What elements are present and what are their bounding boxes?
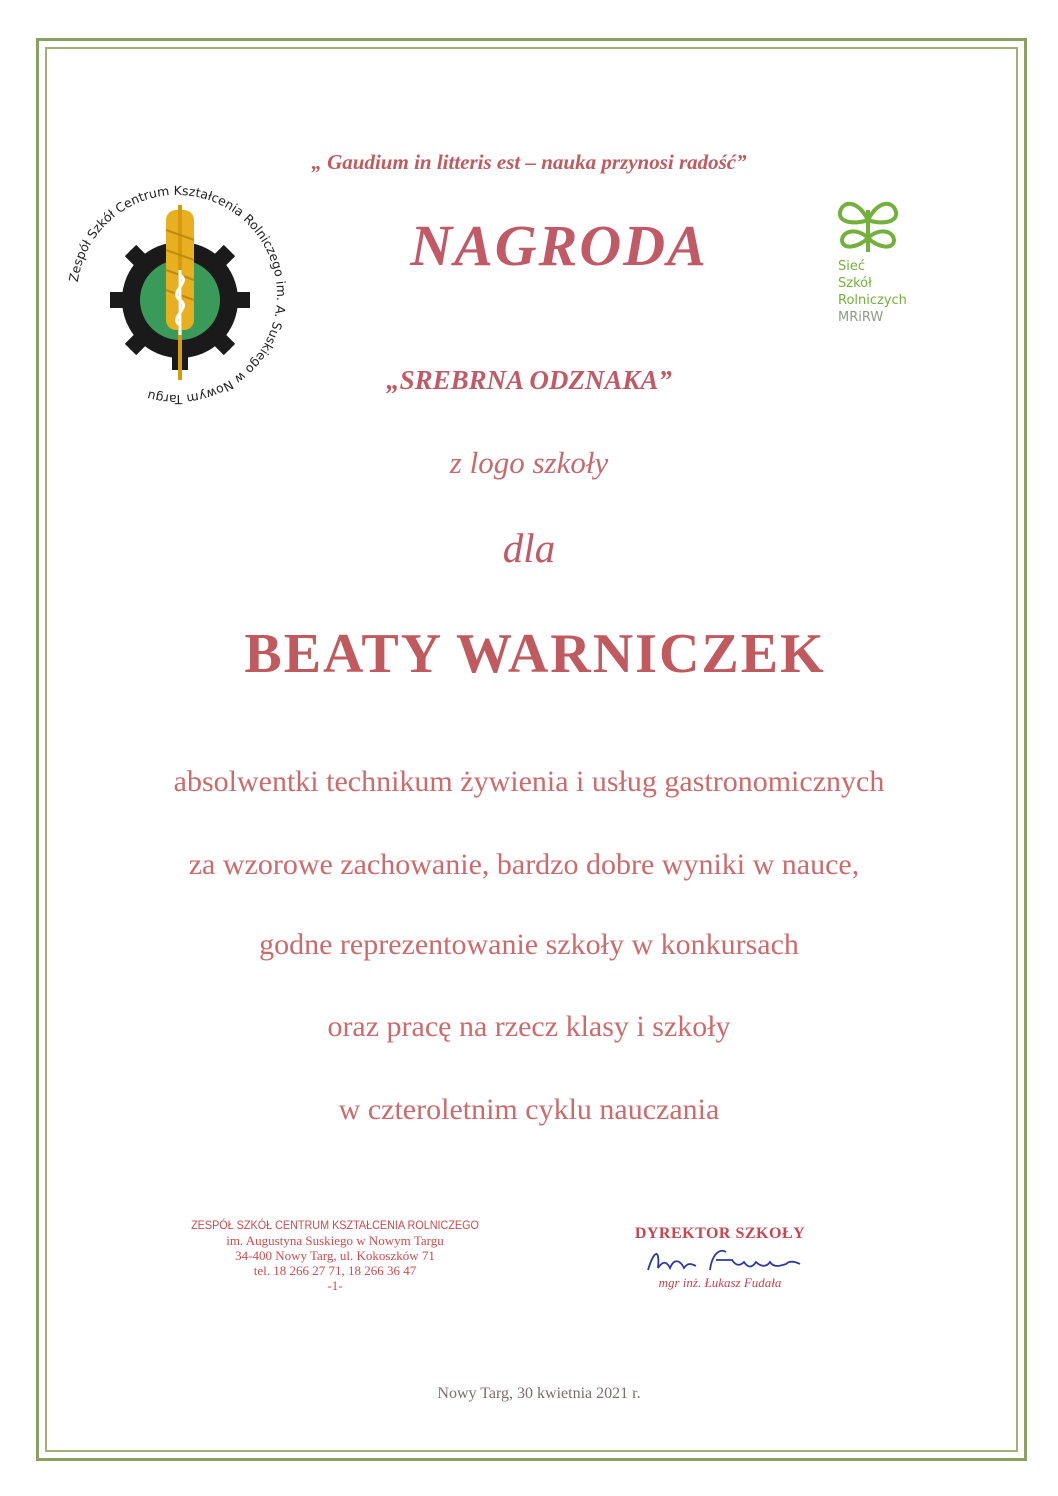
signature-icon <box>640 1240 820 1280</box>
body-line-1: absolwentki technikum żywienia i usług gastronomicznych <box>173 765 885 798</box>
network-line-4: MRiRW <box>838 310 884 325</box>
school-stamp <box>175 1218 495 1293</box>
badge-subtitle: z logo szkoły <box>449 445 609 480</box>
body-line-5: w czteroletnim cyklu nauczania <box>338 1093 720 1126</box>
recipient-name: BEATY WARNICZEK <box>244 623 826 685</box>
network-line-2: Szkół <box>838 276 872 291</box>
motto: „ Gaudium in litteris est – nauka przynosi radość” <box>311 150 747 174</box>
stamp-line-2: im. Augustyna Suskiego w Nowym Targu <box>226 1233 444 1248</box>
network-line-3: Rolniczych <box>838 293 907 308</box>
issue-date: Nowy Targ, 30 kwietnia 2021 r. <box>437 1385 641 1402</box>
body-line-2: za wzorowe zachowanie, bardzo dobre wyniki w nauce, <box>188 848 860 881</box>
stamp-line-4: tel. 18 266 27 71, 18 266 36 47 <box>253 1263 417 1278</box>
logo-ring-text: Zespół Szkół Centrum Kształcenia Rolniczego im. A. Suskiego w Nowym Targu <box>65 182 290 408</box>
body-line-3: godne reprezentowanie szkoły w konkursach <box>259 928 799 961</box>
director-title: DYREKTOR SZKOŁY <box>634 1225 806 1242</box>
award-title: NAGRODA <box>410 213 708 278</box>
stamp-line-3: 34-400 Nowy Targ, ul. Kokoszków 71 <box>235 1248 435 1263</box>
body-line-4: oraz pracę na rzecz klasy i szkoły <box>327 1010 731 1043</box>
director-name: mgr inż. Łukasz Fudała <box>658 1275 782 1290</box>
badge-name: „SREBRNA ODZNAKA” <box>386 365 672 395</box>
stamp-line-5: -1- <box>327 1278 343 1293</box>
network-line-1: Sieć <box>838 259 866 274</box>
for-word: dla <box>502 525 556 571</box>
stamp-line-1: ZESPÓŁ SZKÓŁ CENTRUM KSZTAŁCENIA ROLNICZEGO <box>191 1218 479 1232</box>
